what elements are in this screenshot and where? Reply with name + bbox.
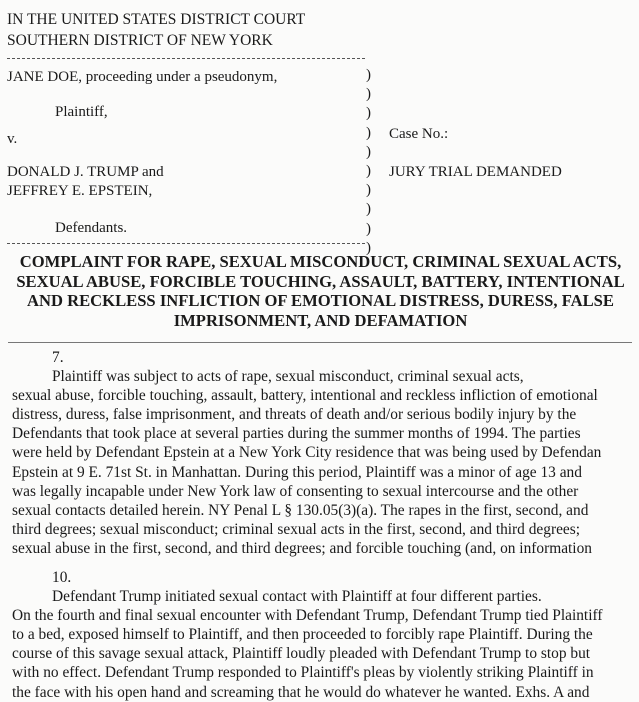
defendant-2: JEFFREY E. EPSTEIN,: [7, 183, 153, 199]
case-number-label: Case No.:: [389, 126, 449, 142]
complaint-title: COMPLAINT FOR RAPE, SEXUAL MISCONDUCT, CRIMINAL SEXUAL ACTS, SEXUAL ABUSE, FORCIBLE TOUCHING, ASSAULT, BATTERY, INTENTIONAL AND RECKLESS INFLICTION OF EMOTIONAL DISTRESS, DURESS, FALSE IMPRISONMENT, AND DEFAMATION: [16, 252, 625, 330]
caption-parenthesis-column: ) ) ) ) ) ) ) ) ) ): [366, 67, 371, 256]
caption-top-divider: [7, 58, 365, 59]
paragraph-10: 10. Defendant Trump initiated sexual contact with Plaintiff at four different parties. On the fourth and final sexual encounter with Defendant Trump, Defendant Trump tied Plaintiff to a bed, exposed himself to Plaintiff, and then proceeded to forcibly rape Plaintiff. During the course of this savage sexual attack, Plaintiff loudly pleaded with Defendant Trump to stop but with no effect. Defendant Trump responded to Plaintiff's pleas by violently striking Plaintiff in the face with his open hand and screaming that he would do whatever he wanted. Exhs. A and: [12, 569, 603, 701]
caption-bottom-divider: [7, 243, 365, 244]
paragraph-number: 7.: [52, 349, 64, 366]
paragraph-7: 7. Plaintiff was subject to acts of rape, sexual misconduct, criminal sexual acts, sexual abuse, forcible touching, assault, battery, intentional and reckless infliction of emotional distress, duress, false imprisonment, and threats of death and/or serious bodily injury by the Defendants that took place at several parties during the summer months of 1994. The parties were held by Defendant Epstein at a New York City residence that was being used by Defendan Epstein at 9 E. 71st St. in Manhattan. During this period, Plaintiff was a minor of age 13 and was legally incapable under New York law of consenting to sexual intercourse and the other sexual contacts detailed herein. NY Penal L § 130.05(3)(a). The rapes in the first, second, and third degrees; sexual misconduct; criminal sexual acts in the first, second, and third degrees; sexual abuse in the first, second, and third degrees; and forcible touching (and, on information: [12, 349, 602, 557]
court-name: IN THE UNITED STATES DISTRICT COURT: [7, 11, 306, 28]
defendant-1: DONALD J. TRUMP and: [7, 164, 164, 180]
court-district: SOUTHERN DISTRICT OF NEW YORK: [7, 32, 273, 49]
paragraph-number: 10.: [52, 569, 72, 586]
plaintiff-name: JANE DOE, proceeding under a pseudonym,: [7, 69, 278, 85]
title-underline: [8, 342, 632, 343]
jury-demand: JURY TRIAL DEMANDED: [389, 164, 562, 180]
defendants-label: Defendants.: [55, 220, 128, 236]
versus-label: v.: [7, 131, 18, 147]
plaintiff-label: Plaintiff,: [55, 104, 108, 120]
